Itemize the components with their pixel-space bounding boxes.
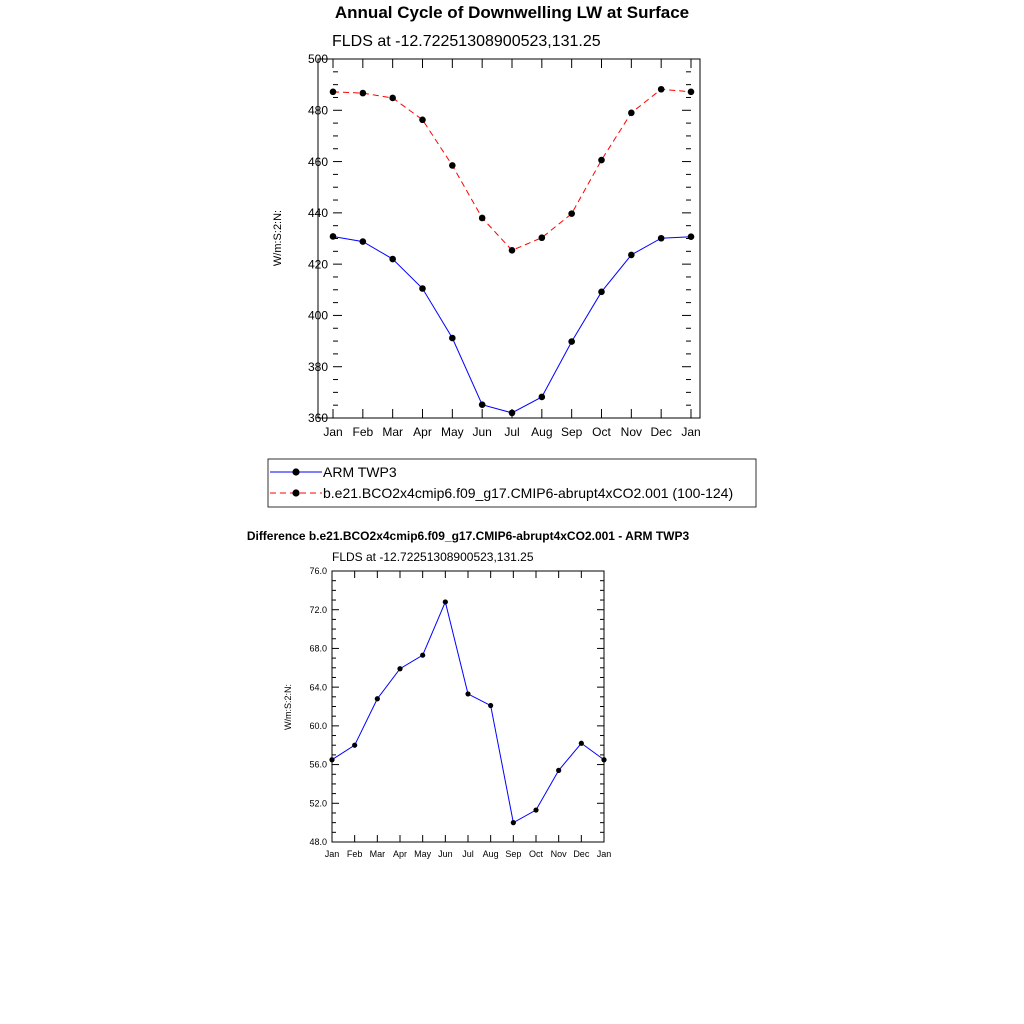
series-0-point	[658, 235, 665, 242]
series-line-0	[333, 236, 691, 412]
y-tick-label: 52.0	[309, 798, 327, 809]
series-0-point	[511, 820, 516, 825]
x-tick-label: Feb	[346, 849, 363, 859]
chart2-ticks	[332, 571, 604, 842]
x-tick-label: Nov	[550, 849, 567, 859]
series-0-point	[443, 599, 448, 604]
y-tick-label: 460	[307, 154, 328, 169]
series-0-point	[688, 233, 695, 240]
legend-label-arm: ARM TWP3	[323, 464, 397, 480]
series-0-point	[397, 666, 402, 671]
x-tick-label: Mar	[382, 425, 404, 439]
series-0-point	[539, 394, 546, 401]
series-1-point	[419, 116, 426, 123]
chart2-plot-frame	[332, 571, 604, 842]
x-tick-label: Dec	[573, 849, 590, 859]
x-tick-label: Dec	[650, 425, 672, 439]
legend-label-model: b.e21.BCO2x4cmip6.f09_g17.CMIP6-abrupt4xCO2.001 (100-124)	[323, 485, 734, 501]
series-0-point	[419, 285, 426, 292]
series-0-point	[449, 335, 456, 342]
figure-title: Annual Cycle of Downwelling LW at Surface	[334, 3, 690, 22]
x-tick-label: Oct	[592, 425, 611, 439]
x-tick-label: Jun	[438, 849, 453, 859]
legend-marker-arm	[292, 468, 299, 475]
y-tick-label: 480	[307, 103, 328, 118]
series-0-point	[556, 768, 561, 773]
chart1-y-axis-label: W/m:S:2:N:	[272, 209, 284, 267]
series-1-point	[360, 90, 367, 97]
x-tick-label: Nov	[620, 425, 643, 439]
y-tick-label: 400	[307, 308, 328, 323]
series-0-point	[533, 807, 538, 812]
chart2-y-tick-labels	[309, 566, 327, 847]
series-1-point	[598, 157, 605, 164]
x-tick-label: May	[440, 425, 464, 439]
series-0-point	[579, 741, 584, 746]
y-tick-label: 60.0	[309, 721, 327, 732]
x-tick-label: Aug	[531, 425, 553, 439]
x-tick-label: Jan	[324, 849, 340, 859]
series-0-point	[420, 653, 425, 658]
x-tick-label: Jun	[472, 425, 492, 439]
x-tick-label: Mar	[369, 849, 386, 859]
y-tick-label: 64.0	[309, 682, 327, 693]
series-0-point	[568, 338, 575, 345]
y-tick-label: 76.0	[309, 566, 327, 577]
x-tick-label: Jul	[462, 849, 474, 859]
series-1-point	[389, 95, 396, 102]
series-1-point	[658, 86, 665, 93]
series-1-point	[539, 234, 546, 241]
series-1-point	[568, 210, 575, 217]
y-tick-label: 56.0	[309, 759, 327, 770]
x-tick-label: Aug	[482, 849, 499, 859]
y-tick-label: 48.0	[309, 837, 327, 848]
series-0-point	[509, 410, 516, 417]
series-line-1	[333, 89, 691, 250]
difference-chart	[247, 529, 690, 859]
series-0-point	[628, 252, 635, 259]
chart1-ticks	[333, 59, 691, 418]
y-tick-label: 420	[307, 257, 328, 272]
x-tick-label: Apr	[392, 849, 408, 859]
series-1-point	[330, 89, 337, 96]
chart1-legend	[268, 459, 756, 507]
x-tick-label: Jul	[504, 425, 520, 439]
series-1-point	[509, 247, 516, 254]
legend-marker-model	[292, 489, 299, 496]
chart2-subtitle: FLDS at -12.72251308900523,131.25	[332, 550, 534, 564]
chart2-series	[329, 599, 606, 825]
series-0-point	[488, 703, 493, 708]
series-0-point	[479, 401, 486, 408]
series-0-point	[389, 256, 396, 263]
x-tick-label: Sep	[560, 425, 583, 439]
x-tick-label: Jan	[596, 849, 612, 859]
x-tick-label: Apr	[413, 425, 432, 439]
x-tick-label: Feb	[352, 425, 374, 439]
chart1-x-tick-labels	[323, 425, 700, 439]
x-tick-label: Oct	[528, 849, 544, 859]
series-line-0	[332, 602, 604, 823]
series-1-point	[449, 162, 456, 169]
series-1-point	[479, 215, 486, 222]
chart2-x-tick-labels	[325, 849, 612, 859]
chart2-y-axis-label: W/m:S:2:N:	[283, 683, 293, 731]
chart1-subtitle: FLDS at -12.72251308900523,131.25	[332, 33, 601, 50]
y-tick-label: 72.0	[309, 604, 327, 615]
series-0-point	[375, 696, 380, 701]
series-0-point	[465, 691, 470, 696]
y-tick-label: 440	[307, 206, 328, 221]
y-tick-label: 380	[307, 359, 328, 374]
x-tick-label: Jan	[681, 425, 701, 439]
series-1-point	[628, 110, 635, 117]
series-1-point	[688, 89, 695, 96]
chart1-plot-frame	[318, 59, 700, 418]
series-0-point	[352, 743, 357, 748]
y-tick-label: 68.0	[309, 643, 327, 654]
series-0-point	[360, 238, 367, 245]
annual-cycle-chart	[272, 33, 701, 439]
x-tick-label: Jan	[323, 425, 343, 439]
y-tick-label: 500	[307, 52, 328, 67]
chart2-title: Difference b.e21.BCO2x4cmip6.f09_g17.CMIP6-abrupt4xCO2.001 - ARM TWP3	[246, 529, 690, 543]
chart1-series	[330, 86, 695, 416]
y-tick-label: 360	[307, 411, 328, 426]
series-0-point	[330, 233, 337, 240]
series-0-point	[598, 289, 605, 296]
x-tick-label: Sep	[505, 849, 522, 859]
x-tick-label: May	[414, 849, 432, 859]
